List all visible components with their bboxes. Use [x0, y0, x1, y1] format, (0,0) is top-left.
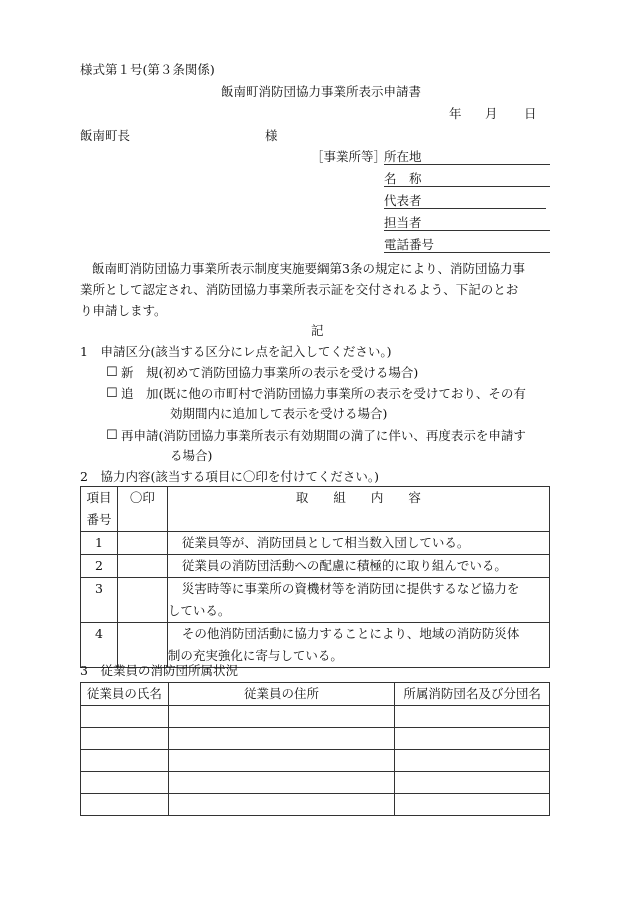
- section2-heading: 2 協力内容(該当する項目に〇印を付けてください。): [80, 469, 379, 484]
- representative-label: 代表者: [384, 193, 422, 208]
- employee-name-cell[interactable]: [81, 794, 169, 816]
- section1-heading: 1 申請区分(該当する区分にレ点を記入してください。): [80, 344, 392, 359]
- item-number: 4: [81, 623, 118, 668]
- date-day-label: 日: [524, 106, 537, 121]
- table-row: [81, 623, 550, 668]
- date-month-label: 月: [485, 106, 498, 121]
- fire-unit-cell[interactable]: [395, 706, 550, 728]
- body-line-2: 業所として認定され、消防団協力事業所表示証を交付されるよう、下記のとお: [80, 282, 519, 297]
- employee-name-cell[interactable]: [81, 706, 169, 728]
- option-additional-label: 追 加(既に他の市町村で消防団協力事業所の表示を受けており、その有: [121, 386, 526, 401]
- contact-label: 担当者: [384, 215, 422, 230]
- table-row: [81, 750, 550, 772]
- table-row: [81, 578, 550, 623]
- fire-unit-cell[interactable]: [395, 728, 550, 750]
- option-reapply-label-cont: る場合): [170, 448, 213, 463]
- applicant-group-label: ［事業所等］: [311, 149, 387, 164]
- col-content: 取 組 内 容: [167, 487, 549, 532]
- form-number: 様式第１号(第３条関係): [80, 62, 215, 77]
- address-field[interactable]: [384, 164, 550, 165]
- fire-unit-cell[interactable]: [395, 750, 550, 772]
- address-label: 所在地: [384, 149, 422, 164]
- employee-address-cell[interactable]: [168, 772, 395, 794]
- option-additional-label-cont: 効期間内に追加して表示を受ける場合): [170, 406, 388, 421]
- item-content: 従業員の消防団活動への配慮に積極的に取り組んでいる。: [167, 555, 549, 578]
- date-year-label: 年: [449, 106, 462, 121]
- cooperation-table: [80, 486, 550, 668]
- checkbox-reapply[interactable]: ☐: [106, 428, 118, 443]
- membership-table: [80, 682, 550, 816]
- item-number: 2: [81, 555, 118, 578]
- employee-name-cell[interactable]: [81, 728, 169, 750]
- table-row: [81, 555, 550, 578]
- table-row: [81, 772, 550, 794]
- col-fire-unit: 所属消防団名及び分団名: [395, 683, 550, 706]
- addressee: 飯南町長: [80, 128, 131, 143]
- name-field[interactable]: [384, 186, 550, 187]
- employee-name-cell[interactable]: [81, 750, 169, 772]
- employee-address-cell[interactable]: [168, 750, 395, 772]
- checkbox-additional[interactable]: ☐: [106, 386, 118, 401]
- name-label: 名 称: [384, 171, 422, 186]
- mark-cell[interactable]: [117, 555, 167, 578]
- col-item-number: 項目 番号: [81, 487, 118, 532]
- col-employee-name: 従業員の氏名: [81, 683, 169, 706]
- mark-cell[interactable]: [117, 623, 167, 668]
- phone-field[interactable]: [384, 252, 550, 253]
- item-number: 3: [81, 578, 118, 623]
- employee-address-cell[interactable]: [168, 706, 395, 728]
- fire-unit-cell[interactable]: [395, 794, 550, 816]
- representative-field[interactable]: [384, 208, 546, 209]
- phone-label: 電話番号: [384, 237, 435, 252]
- checkbox-new[interactable]: ☐: [106, 365, 118, 380]
- col-mark: 〇印: [117, 487, 167, 532]
- body-line-1: 飯南町消防団協力事業所表示制度実施要綱第3条の規定により、消防団協力事: [92, 261, 525, 276]
- option-new-label: 新 規(初めて消防団協力事業所の表示を受ける場合): [121, 365, 419, 380]
- ki-marker: 記: [311, 323, 324, 338]
- mark-cell[interactable]: [117, 578, 167, 623]
- option-reapply-label: 再申請(消防団協力事業所表示有効期間の満了に伴い、再度表示を申請す: [121, 428, 526, 443]
- contact-field[interactable]: [384, 230, 550, 231]
- fire-unit-cell[interactable]: [395, 772, 550, 794]
- table-row: [81, 794, 550, 816]
- col-employee-address: 従業員の住所: [168, 683, 395, 706]
- item-content: 従業員等が、消防団員として相当数入団している。: [167, 532, 549, 555]
- page-title: 飯南町消防団協力事業所表示申請書: [221, 84, 422, 99]
- table-row: [81, 728, 550, 750]
- mark-cell[interactable]: [117, 532, 167, 555]
- section3-heading: 3 従業員の消防団所属状況: [80, 663, 238, 678]
- employee-address-cell[interactable]: [168, 728, 395, 750]
- item-content: 災害時等に事業所の資機材等を消防団に提供するなど協力を している。: [167, 578, 549, 623]
- item-content: その他消防団活動に協力することにより、地域の消防防災体 制の充実強化に寄与している。: [167, 623, 549, 668]
- employee-name-cell[interactable]: [81, 772, 169, 794]
- table-row: [81, 706, 550, 728]
- body-line-3: り申請します。: [80, 303, 167, 318]
- item-number: 1: [81, 532, 118, 555]
- employee-address-cell[interactable]: [168, 794, 395, 816]
- addressee-honorific: 様: [265, 128, 278, 143]
- table-row: [81, 532, 550, 555]
